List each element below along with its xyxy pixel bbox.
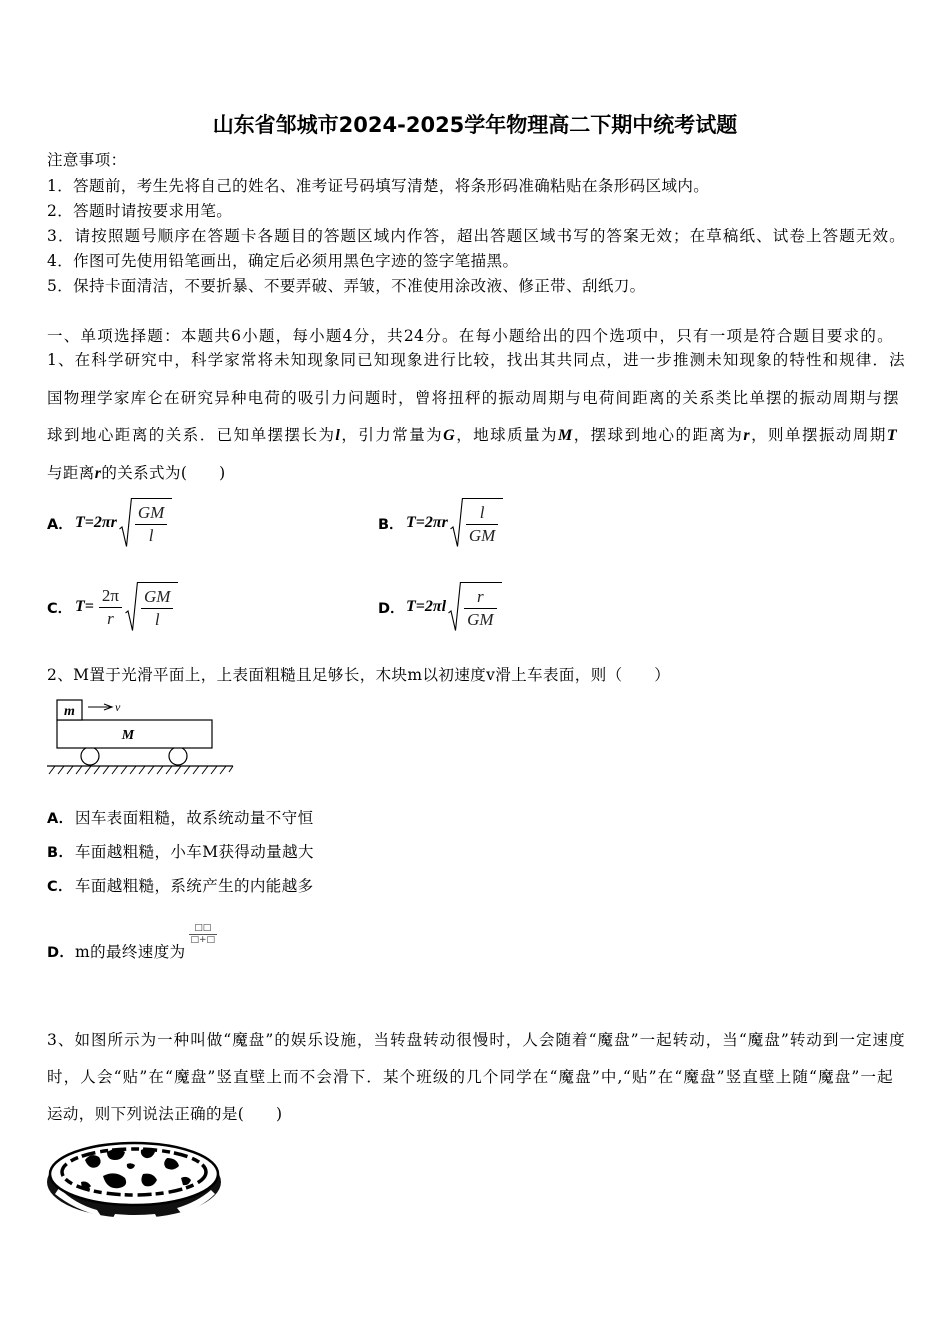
velocity-label: v — [115, 700, 121, 714]
fraction-denominator: GM — [468, 525, 496, 545]
velocity-fraction — [189, 923, 218, 946]
option-label: A． — [47, 516, 73, 533]
q3-text-line-2: 时，人会“贴”在“魔盘”竖直壁上而不会滑下．某个班级的几个同学在“魔盘”中,“贴”在“魔盘”竖直壁上随“魔盘”一起 — [47, 1068, 893, 1086]
note-item-1: 1．答题前，考生先将自己的姓名、准考证号码填写清楚，将条形码准确粘贴在条形码区域内。 — [47, 177, 710, 195]
option-text: 车面越粗糙，小车M获得动量越大 — [75, 843, 314, 861]
q1-text-segment: ，引力常量为 — [340, 426, 444, 444]
fraction-denominator: □+□ — [190, 934, 216, 945]
note-item-3: 3．请按照题号顺序在答题卡各题目的答题区域内作答，超出答题区域书写的答案无效；在草稿纸、试卷上答题无效。 — [47, 227, 905, 245]
q1-text-line-1: 1、在科学研究中，科学家常将未知现象同已知现象进行比较，找出其共同点，进一步推测未知现象的特性和规律．法 — [47, 351, 905, 369]
coefficient-fraction — [99, 586, 122, 629]
note-item-2: 2．答题时请按要求用笔。 — [47, 202, 233, 220]
fraction-numerator: l — [466, 503, 498, 525]
variable-G: G — [443, 427, 456, 444]
formula-lhs: T=2πr — [406, 514, 448, 531]
fraction-numerator: GM — [141, 587, 173, 609]
q1-text-segment: 球到地心距离的关系．已知单摆摆长为 — [47, 426, 336, 444]
section-heading: 一、单项选择题：本题共6小题，每小题4分，共24分。在每小题给出的四个选项中，只有一项是符合题目要求的。 — [47, 327, 893, 345]
option-label: A． — [47, 811, 74, 827]
square-root — [450, 498, 503, 548]
option-label: C． — [47, 600, 73, 617]
q1-text-line-2: 国物理学家库仑在研究异种电荷的吸引力问题时，曾将扭秤的振动周期与电荷间距离的关系类比单摆的振动周期与摆 — [47, 389, 899, 407]
variable-T: T — [886, 427, 897, 444]
formula-lhs: T=2πr — [75, 514, 117, 531]
option-label: C． — [47, 879, 73, 895]
variable-M: M — [558, 427, 573, 444]
q2-option-d — [47, 922, 217, 963]
q1-text-segment: ，摆球到地心的距离为 — [572, 426, 744, 444]
radicand-fraction — [464, 587, 496, 630]
q1-text-segment: 的关系式为( ) — [101, 464, 226, 482]
cart-wheel-right — [169, 747, 187, 765]
q3-text-line-3: 运动，则下列说法正确的是( ) — [47, 1105, 283, 1123]
cart-wheel-left — [81, 747, 99, 765]
note-item-5: 5．保持卡面清洁，不要折暴、不要弄破、弄皱，不准使用涂改液、修正带、刮纸刀。 — [47, 277, 646, 295]
q1-option-a — [47, 497, 172, 549]
variable-r: r — [743, 427, 751, 444]
q1-text-segment: 与距离 — [47, 464, 95, 482]
option-label: B． — [378, 516, 404, 533]
q2-figure-cart-block — [45, 692, 237, 778]
formula-lhs: T=2πl — [406, 598, 447, 615]
radical-sign — [450, 498, 463, 548]
square-root — [125, 582, 178, 632]
option-text: m的最终速度为 — [75, 943, 186, 961]
option-label: B． — [47, 845, 74, 861]
q1-text-segment: ，则单摆振动周期 — [750, 426, 887, 444]
note-item-4: 4．作图可先使用铅笔画出，确定后必须用黑色字迹的签字笔描黑。 — [47, 252, 519, 270]
page-title: 山东省邹城市2024-2025学年物理高二下期中统考试题 — [212, 113, 738, 137]
formula-lhs: T= — [75, 598, 94, 615]
fraction-denominator: l — [148, 525, 154, 545]
q1-text-line-3 — [47, 424, 897, 446]
q3-figure-magic-disc — [45, 1132, 227, 1222]
radicand-fraction — [135, 503, 167, 546]
radicand-fraction — [466, 503, 498, 546]
variable-l: l — [335, 427, 341, 444]
radicand — [138, 582, 178, 632]
notes-heading: 注意事项： — [47, 151, 127, 169]
q2-option-c — [47, 875, 314, 897]
square-root — [119, 498, 172, 548]
q1-text-segment: ，地球质量为 — [455, 426, 558, 444]
fraction-numerator: GM — [135, 503, 167, 525]
q1-option-b — [378, 497, 503, 549]
q1-option-c — [47, 581, 178, 633]
radical-sign — [125, 582, 138, 632]
option-text: 车面越粗糙，系统产生的内能越多 — [75, 877, 314, 895]
variable-r: r — [94, 465, 102, 482]
fraction-numerator: □□ — [189, 923, 218, 935]
ground-hatching — [49, 766, 233, 774]
q1-option-d — [378, 581, 502, 633]
q1-text-line-4 — [47, 462, 907, 484]
radicand — [132, 498, 172, 548]
fraction-numerator: r — [464, 587, 496, 609]
fraction-denominator: r — [107, 608, 114, 628]
q2-stem: 2、M置于光滑平面上，上表面粗糙且足够长，木块m以初速度v滑上车表面，则（ ） — [47, 666, 671, 684]
q3-text-line-1: 3、如图所示为一种叫做“魔盘”的娱乐设施，当转盘转动很慢时，人会随着“魔盘”一起转动，当“魔盘”转动到一定速度 — [47, 1031, 905, 1049]
option-text: 因车表面粗糙，故系统动量不守恒 — [75, 809, 314, 827]
block-label: m — [64, 704, 75, 719]
option-label: D． — [378, 600, 405, 617]
radicand-fraction — [141, 587, 173, 630]
square-root — [448, 582, 501, 632]
radicand — [463, 498, 503, 548]
fraction-numerator: 2π — [99, 586, 122, 608]
radical-sign — [119, 498, 132, 548]
fraction-denominator: GM — [467, 609, 494, 629]
disc-top-face — [50, 1143, 218, 1205]
cart-label: M — [121, 728, 135, 743]
q2-option-a — [47, 807, 314, 829]
cart-body — [57, 720, 212, 748]
fraction-denominator: l — [154, 609, 160, 629]
option-label: D． — [47, 945, 75, 961]
radicand — [461, 582, 501, 632]
q2-option-b — [47, 841, 314, 863]
radical-sign — [448, 582, 461, 632]
